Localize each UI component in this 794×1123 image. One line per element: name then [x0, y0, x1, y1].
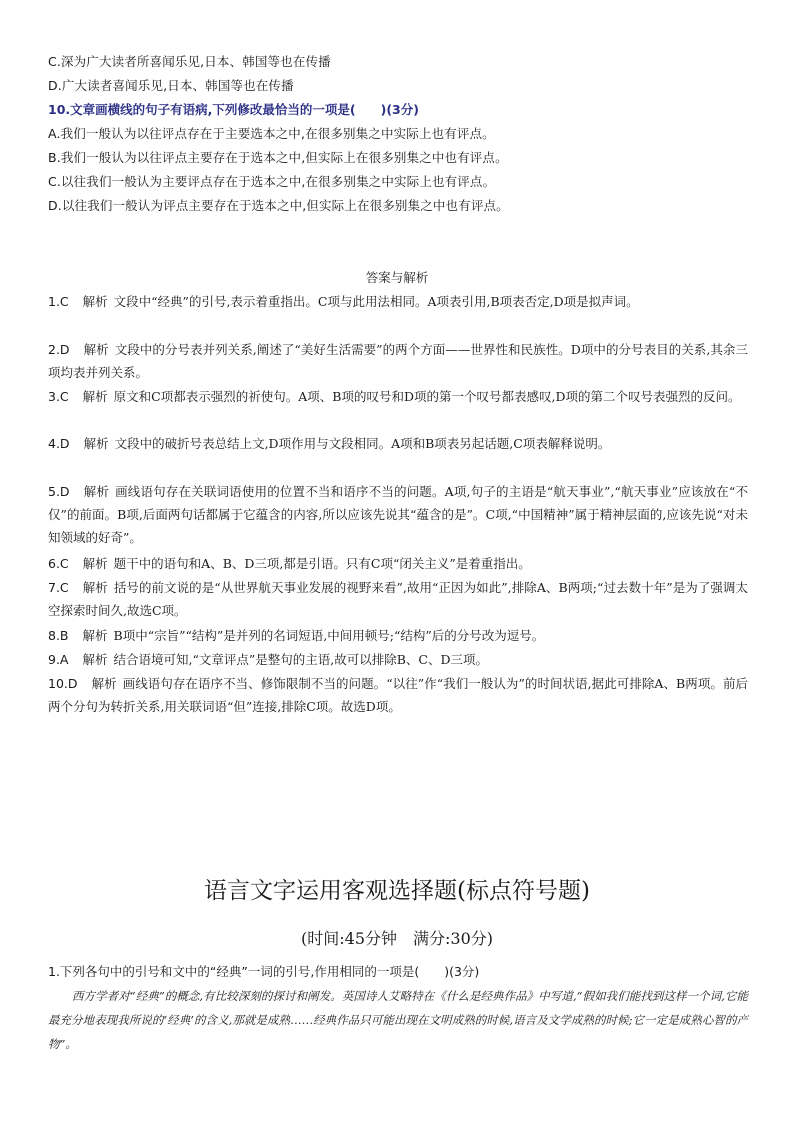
answer-tag: 解析 [83, 484, 110, 499]
question-1-stem: 1.下列各句中的引号和文中的“经典”一词的引号,作用相同的一项是( )(3分) [48, 964, 480, 979]
answer-number: 5 [48, 484, 56, 499]
answer-number: 7 [48, 580, 56, 595]
answer-text: 括号的前文说的是“从世界航天事业发展的视野来看”,故用“正因为如此”,排除A、B两项;“过去数十年”是为了强调太空探索时间久,故选C项。 [48, 580, 748, 619]
answer-key: .C [55, 580, 69, 595]
section-subtitle: (时间:45分钟 满分:30分) [301, 929, 493, 948]
answer-text: 画线语句存在关联词语使用的位置不当和语序不当的问题。A项,句子的主语是“航天事业”,“航天事业”应该放在“不仅”的前面。B项,后面两句话都属于它蕴含的内容,所以应该先说其“蕴含的是”。C项,“中国精神”属于精神层面的,应该先说“对未知领域的好奇”。 [48, 484, 748, 546]
answer-text: 文段中的分号表并列关系,阐述了“美好生活需要”的两个方面——世界性和民族性。D项中的分号表目的关系,其余三项均表并列关系。 [48, 342, 748, 381]
answer-text: 结合语境可知,“文章评点”是整句的主语,故可以排除B、C、D三项。 [113, 652, 489, 667]
answer-item-7 [48, 576, 748, 622]
answer-tag: 解析 [83, 436, 109, 451]
answer-item-8 [48, 624, 748, 647]
answer-key: .B [55, 628, 69, 643]
answer-tag: 解析 [82, 580, 108, 595]
answer-key: .C [55, 389, 69, 404]
question-10-option-a: A.我们一般认为以往评点存在于主要选本之中,在很多别集之中实际上也有评点。 [48, 126, 495, 141]
question-10-option-d: D.以往我们一般认为评点主要存在于选本之中,但实际上在很多别集之中也有评点。 [48, 198, 509, 213]
answer-key: .D [55, 484, 70, 499]
answer-text: 题干中的语句和A、B、D三项,都是引语。只有C项“闭关主义”是着重指出。 [113, 556, 531, 571]
answer-number: 3 [48, 389, 56, 404]
answer-key: .C [55, 294, 69, 309]
answer-tag: 解析 [82, 556, 108, 571]
answer-tag: 解析 [82, 652, 108, 667]
question-10-option-c: C.以往我们一般认为主要评点存在于选本之中,在很多别集之中实际上也有评点。 [48, 174, 496, 189]
answer-key: .D [55, 436, 70, 451]
answer-tag: 解析 [82, 389, 108, 404]
answer-number: 10 [48, 676, 64, 691]
option-d-prev: D.广大读者喜闻乐见,日本、韩国等也在传播 [48, 78, 294, 93]
answer-key: .C [55, 556, 69, 571]
answer-number: 9 [48, 652, 56, 667]
answer-tag: 解析 [82, 628, 108, 643]
answer-text: 原文和C项都表示强烈的祈使句。A项、B项的叹号和D项的第一个叹号都表感叹,D项的第二个叹号表强烈的反问。 [113, 389, 741, 404]
answer-tag: 解析 [91, 676, 117, 691]
answer-key: .A [55, 652, 69, 667]
question-10-stem: 10.文章画横线的句子有语病,下列修改最恰当的一项是( )(3分) [48, 102, 419, 117]
answer-text: 文段中“经典”的引号,表示着重指出。C项与此用法相同。A项表引用,B项表否定,D项是拟声词。 [113, 294, 639, 309]
answer-number: 8 [48, 628, 56, 643]
question-10-option-b: B.我们一般认为以往评点主要存在于选本之中,但实际上在很多别集之中也有评点。 [48, 150, 508, 165]
answer-text: 画线语句存在语序不当、修饰限制不当的问题。“以往”作“我们一般认为”的时间状语,据此可排除A、B两项。前后两个分句为转折关系,用关联词语“但”连接,排除C项。故选D项。 [48, 676, 748, 715]
answer-tag: 解析 [82, 294, 108, 309]
section-title: 语言文字运用客观选择题(标点符号题) [204, 878, 590, 904]
option-c-prev: C.深为广大读者所喜闻乐见,日本、韩国等也在传播 [48, 54, 331, 69]
answer-text: 文段中的破折号表总结上文,D项作用与文段相同。A项和B项表另起话题,C项表解释说明。 [114, 436, 611, 451]
answer-number: 1 [48, 294, 56, 309]
answer-tag: 解析 [83, 342, 109, 357]
answers-title: 答案与解析 [365, 270, 429, 285]
question-1-passage: 西方学者对“经典”的概念,有比较深刻的探讨和阐发。英国诗人艾略特在《什么是经典作品》中写道,“假如我们能找到这样一个词,它能最充分地表现我所说的‘经典’的含义,那就是成熟……经典作品只可能出现在文明成熟的时候,语言及文学成熟的时候;它一定是成熟心智的产物”。 [48, 989, 748, 1051]
answer-item-3 [48, 385, 748, 408]
answer-number: 4 [48, 436, 56, 451]
answer-text: B项中“宗旨”“结构”是并列的名词短语,中间用顿号;“结构”后的分号改为逗号。 [113, 628, 545, 643]
answer-number: 2 [48, 342, 56, 357]
answer-item-10 [48, 672, 748, 718]
answer-item-4 [48, 432, 748, 455]
answer-key: .D [63, 676, 78, 691]
answer-item-5 [48, 480, 748, 550]
answer-key: .D [55, 342, 70, 357]
answer-item-9 [48, 648, 748, 671]
answer-item-1 [48, 290, 748, 313]
answer-item-2 [48, 338, 748, 384]
answer-item-6 [48, 552, 748, 575]
answer-number: 6 [48, 556, 56, 571]
